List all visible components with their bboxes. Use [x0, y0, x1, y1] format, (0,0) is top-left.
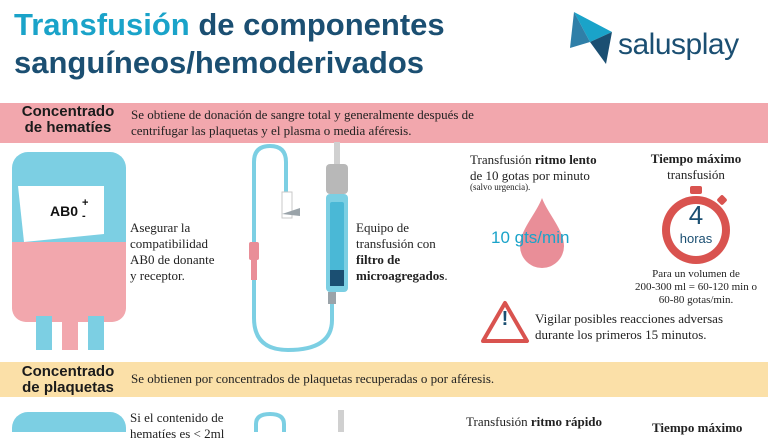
section-desc-hematies: Se obtiene de donación de sangre total y generalmente después de centrifugar las plaquetas y el plasma o media aféresis. — [131, 107, 474, 138]
title-line2: sanguíneos/hemoderivados — [14, 45, 424, 80]
blood-bag-icon — [8, 150, 130, 356]
clock-unit: horas — [679, 231, 713, 246]
equip-text: Equipo de transfusión con filtro de microagregados. — [356, 220, 448, 283]
section-desc-plaquetas: Se obtienen por concentrados de plaquetas recuperadas o por aféresis. — [131, 371, 495, 386]
alert-text: Vigilar posibles reacciones adversas durante los primeros 15 minutos. — [535, 311, 724, 342]
platelet-iv-icon — [250, 408, 350, 432]
compat-text: Asegurar la compatibilidad AB0 de donante y receptor. — [130, 220, 215, 283]
bag-minus: - — [82, 210, 86, 222]
title-highlight: Transfusión — [14, 7, 190, 42]
rate-note: (salvo urgencia). — [470, 182, 531, 192]
title-rest: de componentes — [189, 7, 445, 42]
section-label-plaquetas: Concentrado de plaquetas — [21, 363, 115, 396]
max-time-text: Tiempo máximo transfusión — [650, 151, 742, 182]
drop-rate: 10 gts/min — [491, 228, 570, 247]
brand-name: salusplay — [618, 28, 739, 61]
platelet-max-text: Tiempo máximo — [652, 420, 743, 435]
platelet-partial-text: Si el contenido de hematíes es < 2ml — [130, 410, 225, 441]
bag-plus: + — [82, 197, 89, 209]
volume-text: Para un volumen de 200-300 ml = 60-120 min o 60-80 gotas/min. — [634, 268, 757, 306]
bag-label: AB0 — [50, 203, 79, 219]
clock-number: 4 — [688, 200, 704, 230]
page-title — [14, 6, 534, 82]
warning-symbol: ! — [501, 308, 509, 330]
iv-set-icon — [242, 142, 354, 358]
section-label-hematies: Concentrado de hematíes — [21, 103, 115, 136]
platelet-rate-text: Transfusión ritmo rápido — [466, 414, 603, 429]
rate-text: Transfusión ritmo lento de 10 gotas por minuto — [470, 152, 597, 183]
platelet-bag-icon — [8, 410, 130, 432]
